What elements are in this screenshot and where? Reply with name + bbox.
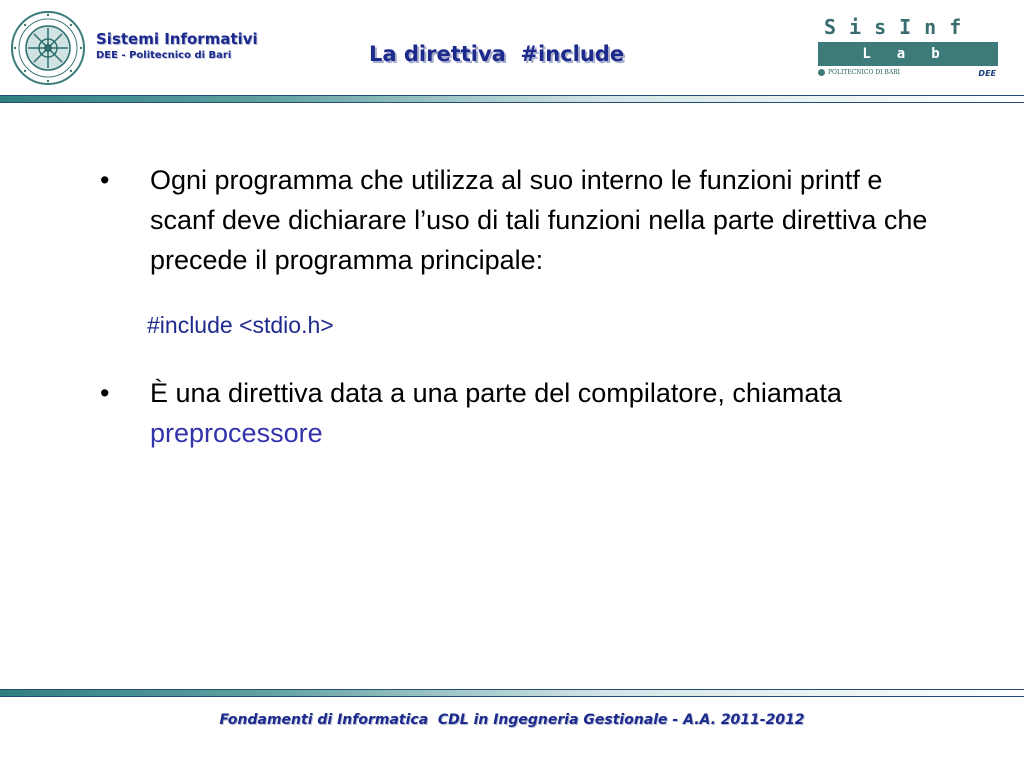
bullet-item bbox=[96, 373, 936, 453]
bullet-item bbox=[96, 160, 936, 280]
slide-title: La direttiva #include bbox=[369, 42, 625, 66]
sisinf-lab-logo bbox=[818, 14, 1000, 82]
highlight-term: preprocessore bbox=[150, 418, 323, 448]
lab-logo-line2: Lab bbox=[818, 42, 998, 66]
footer-text: Fondamenti di Informatica CDL in Ingegneria Gestionale - A.A. 2011-2012 bbox=[219, 712, 805, 728]
lab-logo-institution bbox=[818, 69, 900, 76]
footer-divider bbox=[0, 689, 1024, 697]
bullet-text bbox=[150, 373, 936, 453]
bullet-icon: • bbox=[100, 165, 110, 195]
header-divider bbox=[0, 95, 1024, 103]
lab-logo-institution-text: POLITECNICO DI BARI bbox=[828, 69, 901, 76]
lab-logo-line1: SisInf bbox=[824, 15, 975, 39]
org-title: Sistemi Informativi bbox=[96, 30, 258, 48]
slide-body bbox=[96, 160, 936, 453]
university-seal-logo bbox=[10, 10, 86, 86]
org-subtitle: DEE - Politecnico di Bari bbox=[96, 50, 232, 61]
lab-logo-dept: DEE bbox=[978, 69, 996, 78]
bullet-text-main: È una direttiva data a una parte del compilatore, chiamata bbox=[150, 378, 842, 408]
code-snippet: #include <stdio.h> bbox=[147, 312, 334, 338]
bullet-icon: • bbox=[100, 378, 110, 408]
poliba-icon bbox=[818, 69, 825, 76]
bullet-text: Ogni programma che utilizza al suo interno le funzioni printf e scanf deve dichiarare l’uso di tali funzioni nella parte direttiva che precede il programma principale: bbox=[150, 165, 928, 275]
